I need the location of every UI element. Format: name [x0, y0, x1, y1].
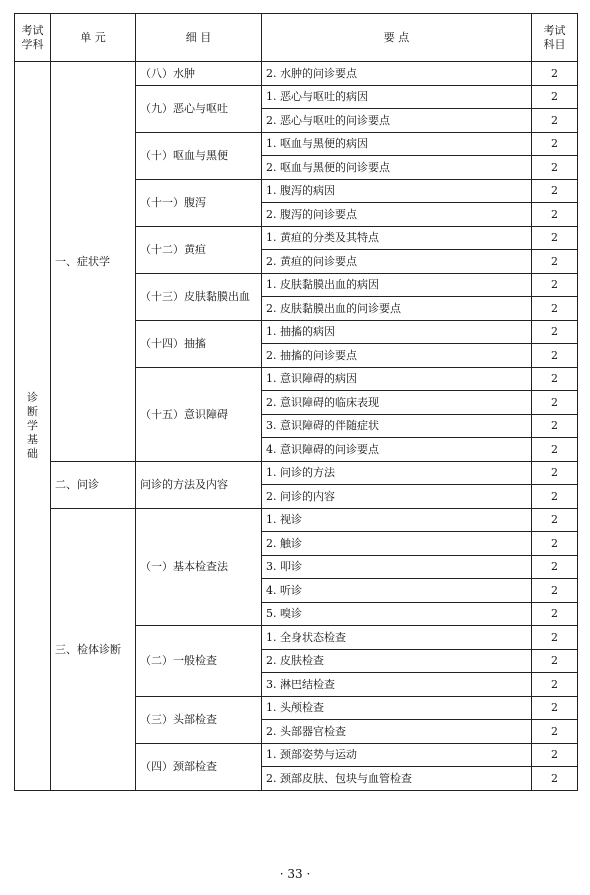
exam-cell: 2 — [532, 414, 578, 438]
exam-cell: 2 — [532, 85, 578, 109]
exam-cell: 2 — [532, 579, 578, 603]
detail-cell: （一）基本检查法 — [136, 508, 262, 626]
point-cell: 2. 呕血与黑便的问诊要点 — [262, 156, 532, 180]
detail-cell: （十四）抽搐 — [136, 320, 262, 367]
exam-cell: 2 — [532, 273, 578, 297]
exam-cell: 2 — [532, 132, 578, 156]
point-cell: 2. 颈部皮肤、包块与血管检查 — [262, 767, 532, 791]
header-points: 要 点 — [262, 14, 532, 62]
point-cell: 2. 触诊 — [262, 532, 532, 556]
detail-cell: （九）恶心与呕吐 — [136, 85, 262, 132]
exam-cell: 2 — [532, 109, 578, 133]
point-cell: 2. 意识障碍的临床表现 — [262, 391, 532, 415]
detail-cell: （十）呕血与黑便 — [136, 132, 262, 179]
point-cell: 1. 头颅检查 — [262, 696, 532, 720]
table-body — [15, 62, 578, 791]
table-row — [15, 62, 578, 86]
point-cell: 1. 腹泻的病因 — [262, 179, 532, 203]
table-row — [15, 508, 578, 532]
exam-cell: 2 — [532, 649, 578, 673]
detail-cell: （四）颈部检查 — [136, 743, 262, 790]
detail-cell: 问诊的方法及内容 — [136, 461, 262, 508]
header-subject: 考试学科 — [15, 14, 51, 62]
point-cell: 2. 腹泻的问诊要点 — [262, 203, 532, 227]
point-cell: 2. 皮肤检查 — [262, 649, 532, 673]
exam-cell: 2 — [532, 320, 578, 344]
detail-cell: （十五）意识障碍 — [136, 367, 262, 461]
exam-cell: 2 — [532, 62, 578, 86]
exam-cell: 2 — [532, 485, 578, 509]
exam-cell: 2 — [532, 720, 578, 744]
exam-cell: 2 — [532, 344, 578, 368]
exam-cell: 2 — [532, 203, 578, 227]
exam-cell: 2 — [532, 156, 578, 180]
point-cell: 1. 问诊的方法 — [262, 461, 532, 485]
exam-cell: 2 — [532, 179, 578, 203]
page-number: · 33 · — [279, 867, 311, 881]
unit-cell: 二、问诊 — [51, 461, 136, 508]
point-cell: 3. 意识障碍的伴随症状 — [262, 414, 532, 438]
point-cell: 1. 颈部姿势与运动 — [262, 743, 532, 767]
header-detail: 细 目 — [136, 14, 262, 62]
point-cell: 1. 抽搐的病因 — [262, 320, 532, 344]
exam-cell: 2 — [532, 767, 578, 791]
exam-cell: 2 — [532, 626, 578, 650]
point-cell: 3. 淋巴结检查 — [262, 673, 532, 697]
detail-cell: （二）一般检查 — [136, 626, 262, 697]
point-cell: 2. 头部器官检查 — [262, 720, 532, 744]
point-cell: 2. 皮肤黏膜出血的问诊要点 — [262, 297, 532, 321]
point-cell: 2. 黄疸的问诊要点 — [262, 250, 532, 274]
point-cell: 2. 水肿的问诊要点 — [262, 62, 532, 86]
detail-cell: （八）水肿 — [136, 62, 262, 86]
point-cell: 3. 叩诊 — [262, 555, 532, 579]
point-cell: 5. 嗅诊 — [262, 602, 532, 626]
exam-cell: 2 — [532, 250, 578, 274]
point-cell: 1. 皮肤黏膜出血的病因 — [262, 273, 532, 297]
detail-cell: （十一）腹泻 — [136, 179, 262, 226]
header-exam: 考试科目 — [532, 14, 578, 62]
exam-cell: 2 — [532, 508, 578, 532]
point-cell: 1. 呕血与黑便的病因 — [262, 132, 532, 156]
header-row — [15, 14, 578, 62]
detail-cell: （十三）皮肤黏膜出血 — [136, 273, 262, 320]
point-cell: 1. 恶心与呕吐的病因 — [262, 85, 532, 109]
exam-cell: 2 — [532, 391, 578, 415]
exam-cell: 2 — [532, 743, 578, 767]
exam-cell: 2 — [532, 438, 578, 462]
point-cell: 4. 意识障碍的问诊要点 — [262, 438, 532, 462]
exam-cell: 2 — [532, 461, 578, 485]
subject-label: 诊断学基础 — [27, 390, 38, 460]
exam-cell: 2 — [532, 696, 578, 720]
unit-cell: 三、检体诊断 — [51, 508, 136, 790]
detail-cell: （三）头部检查 — [136, 696, 262, 743]
point-cell: 2. 抽搐的问诊要点 — [262, 344, 532, 368]
exam-cell: 2 — [532, 673, 578, 697]
exam-cell: 2 — [532, 555, 578, 579]
point-cell: 1. 意识障碍的病因 — [262, 367, 532, 391]
exam-cell: 2 — [532, 297, 578, 321]
exam-cell: 2 — [532, 532, 578, 556]
point-cell: 4. 听诊 — [262, 579, 532, 603]
exam-cell: 2 — [532, 367, 578, 391]
unit-cell: 一、症状学 — [51, 62, 136, 462]
point-cell: 2. 问诊的内容 — [262, 485, 532, 509]
exam-cell: 2 — [532, 226, 578, 250]
point-cell: 1. 视诊 — [262, 508, 532, 532]
detail-cell: （十二）黄疸 — [136, 226, 262, 273]
point-cell: 1. 黄疸的分类及其特点 — [262, 226, 532, 250]
syllabus-table — [14, 13, 578, 791]
point-cell: 2. 恶心与呕吐的问诊要点 — [262, 109, 532, 133]
table-row — [15, 461, 578, 485]
header-unit: 单 元 — [51, 14, 136, 62]
exam-cell: 2 — [532, 602, 578, 626]
point-cell: 1. 全身状态检查 — [262, 626, 532, 650]
subject-cell — [15, 62, 51, 791]
